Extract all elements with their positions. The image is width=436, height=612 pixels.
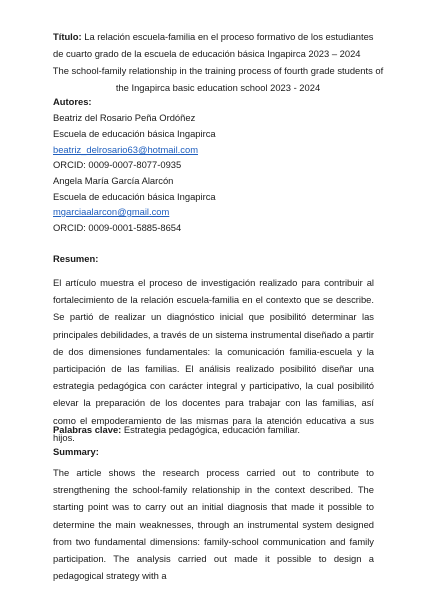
author-2-orcid: ORCID: 0009-0001-5885-8654 — [53, 222, 182, 233]
title-en-line-2: the Ingapirca basic education school 2023 - 2024 — [115, 82, 321, 93]
author-1-email-link[interactable]: beatriz_delrosario63@hotmail.com — [53, 144, 199, 155]
resumen-paragraph — [53, 274, 374, 446]
title-label: Título: — [53, 31, 82, 42]
author-2-name: Angela María García Alarcón — [53, 175, 174, 186]
keywords-line — [53, 424, 300, 436]
summary-heading: Summary: — [53, 446, 99, 457]
authors-heading: Autores: — [53, 96, 92, 107]
title-es-line-1 — [53, 31, 373, 43]
author-1-orcid: ORCID: 0009-0007-8077-0935 — [53, 159, 182, 170]
summary-text: The article shows the research process carried out to contribute to strengthening the school-family relationship in the context described. The starting point was to carry out an initial diagnosis that made it possible to determine the main weaknesses, through an instrumental system designed from two fundamental dimensions: family-school communication and family participation. The analysis carried out made it possible to design a pedagogical strategy with a — [53, 467, 374, 582]
author-1-affiliation: Escuela de educación básica Ingapirca — [53, 128, 216, 139]
title-es-line-2: de cuarto grado de la escuela de educación básica Ingapirca 2023 – 2024 — [53, 48, 361, 59]
keywords-text: Estrategia pedagógica, educación familiar. — [121, 424, 301, 435]
keywords-label: Palabras clave: — [53, 424, 122, 435]
summary-paragraph — [53, 464, 374, 584]
resumen-heading: Resumen: — [53, 253, 99, 264]
resumen-text: El artículo muestra el proceso de investigación realizado para contribuir al fortalecimiento de la relación escuela-familia en el contexto que se describe. Se partió de realizar un diagnóstico inicial que posibilitó determinar las principales debilidades, a través de un sistema instrumental diseñado a partir de dos dimensiones fundamentales: la comunicación familia-escuela y la participación de las familias. El análisis realizado posibilitó diseñar una estrategia pedagógica con carácter integral y participativo, la cual posibilitó elevar la preparación de los docentes para trabajar con las familias, así como el empoderamiento de las mismas para la atención educativa a sus hijos. — [53, 277, 374, 443]
author-2-email-link[interactable]: mgarciaalarcon@gmail.com — [53, 206, 170, 217]
author-1-name: Beatriz del Rosario Peña Ordóñez — [53, 112, 196, 123]
author-2-affiliation: Escuela de educación básica Ingapirca — [53, 191, 216, 202]
title-es-text-1: La relación escuela-familia en el proceso formativo de los estudiantes — [81, 31, 374, 42]
title-en-line-1: The school-family relationship in the training process of fourth grade students of — [52, 65, 384, 76]
